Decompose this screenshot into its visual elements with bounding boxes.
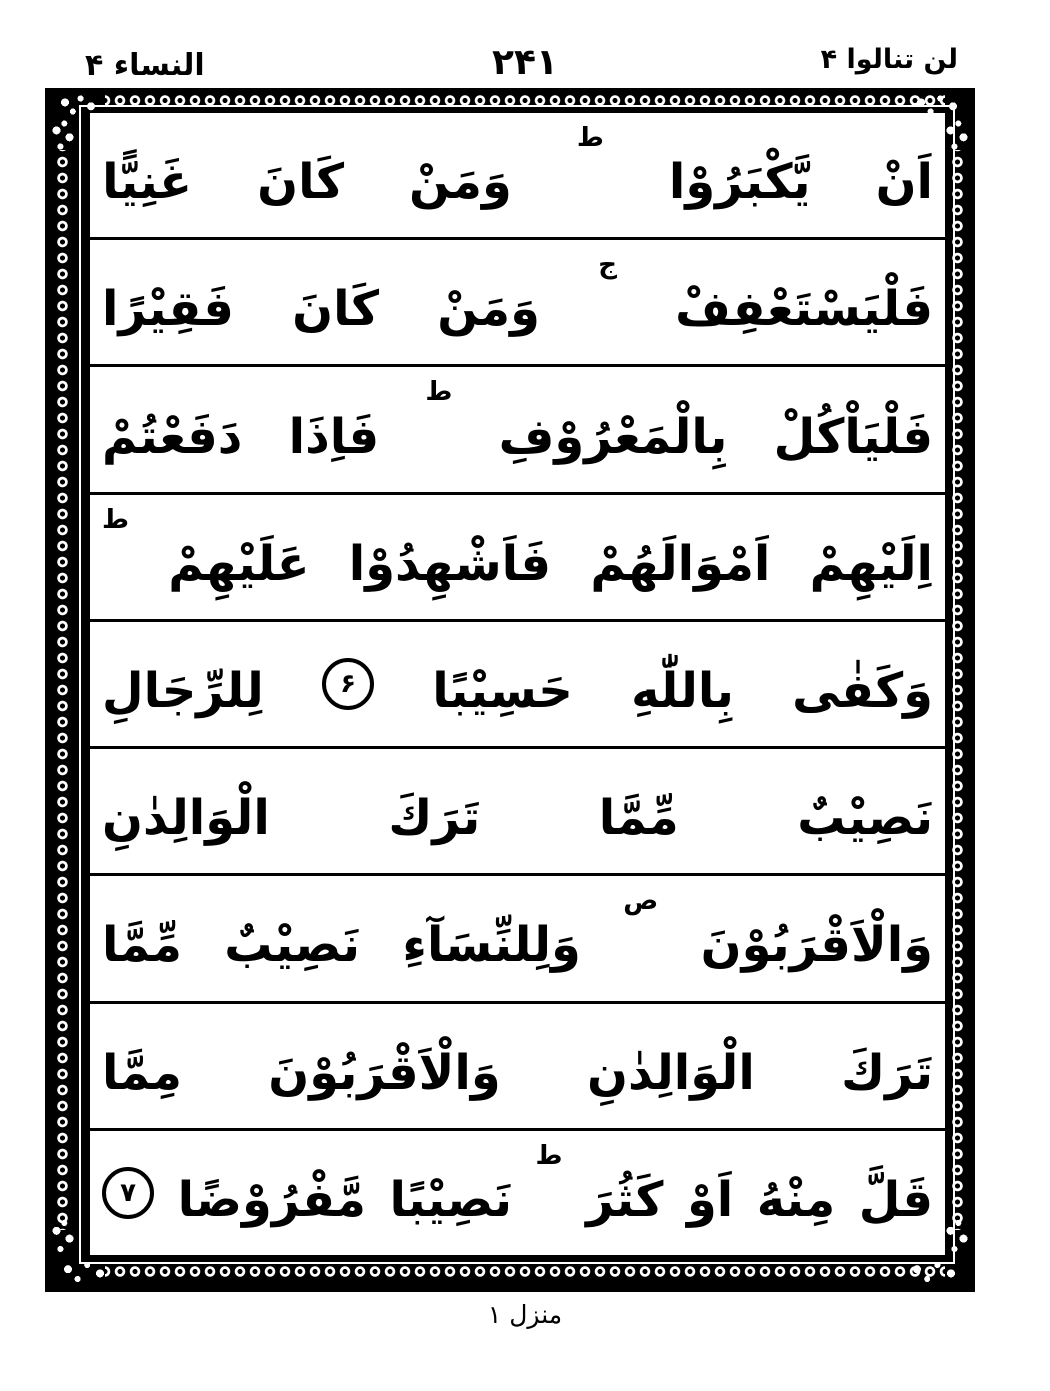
quran-word: غَنِيًّا [102, 154, 193, 211]
quran-word: اَوْ [686, 1171, 734, 1228]
quran-word: دَفَعْتُمْ [102, 408, 243, 465]
quran-word: قَلَّ [858, 1171, 933, 1228]
ornamental-border-frame [45, 88, 975, 1292]
quran-word: كَثُرَ [586, 1171, 664, 1228]
quran-word: كَانَ [257, 154, 344, 211]
quran-word: مِنْهُ [756, 1171, 836, 1228]
quran-text-line [90, 240, 945, 367]
quran-word: تَرَكَ [841, 1044, 933, 1101]
quran-text-line [90, 622, 945, 749]
quran-word: نَصِيْبًا [389, 1171, 513, 1228]
quran-text-line [90, 367, 945, 494]
quran-word: وَمَنْ [409, 154, 512, 211]
quran-text-line [90, 876, 945, 1003]
quran-word: الْوَالِدٰنِ [587, 1044, 755, 1101]
quran-word: اِلَيْهِمْ [809, 535, 933, 592]
quran-word: وَكَفٰى [792, 662, 933, 719]
quran-word: الْوَالِدٰنِ [102, 790, 270, 847]
surah-name-label: النساء ۴ [85, 48, 205, 83]
quran-text-block [90, 113, 945, 1255]
quran-word: فَاَشْهِدُوْا [348, 535, 552, 592]
quran-word: وَالْاَقْرَبُوْنَ [700, 917, 933, 974]
quran-word: كَانَ [292, 281, 380, 338]
quran-word: وَلِلنِّسَآءِ [402, 917, 581, 974]
quran-word: مِّمَّا [102, 917, 182, 974]
quran-word: مِّمَّا [598, 790, 679, 847]
pause-mark: ط [102, 504, 130, 535]
quran-word: وَمَنْ [437, 281, 540, 338]
quran-word: حَسِيْبًا [432, 662, 573, 719]
quran-text-line [90, 1131, 945, 1255]
manzil-label: منزل ١ [487, 1300, 563, 1329]
quran-word: بِالْمَعْرُوْفِ [498, 408, 728, 465]
quran-word: فَلْيَاْكُلْ [773, 408, 933, 465]
quran-word: فَاِذَا [288, 408, 380, 465]
quran-text-line [90, 1004, 945, 1131]
page-number: ۲۴۱ [492, 42, 558, 83]
quran-text-line [90, 749, 945, 876]
ayah-number-marker: ۶ [322, 658, 374, 710]
quran-word: نَصِيْبٌ [224, 917, 361, 974]
quran-word: فَلْيَسْتَعْفِفْ [675, 281, 933, 338]
quran-word: لِلرِّجَالِ [102, 662, 264, 719]
quran-word: عَلَيْهِمْ [168, 535, 310, 592]
pause-mark: ج [598, 250, 617, 281]
ayah-number-marker: ۷ [102, 1167, 154, 1219]
quran-word: يَّكْبَرُوْا [668, 154, 811, 211]
pause-mark: ط [535, 1140, 563, 1171]
quran-word: وَالْاَقْرَبُوْنَ [268, 1044, 501, 1101]
juz-name-label: لن تنالوا ۴ [820, 44, 958, 75]
quran-word: تَرَكَ [388, 790, 481, 847]
pause-mark: ط [576, 123, 604, 153]
quran-text-line [90, 495, 945, 622]
quran-word: فَقِيْرًا [102, 281, 234, 338]
quran-word: مِمَّا [102, 1044, 182, 1101]
pause-mark: ص [623, 886, 659, 917]
quran-word: مَّفْرُوْضًا [177, 1171, 366, 1228]
pause-mark: ط [425, 377, 453, 408]
quran-word: اَمْوَالَهُمْ [590, 535, 771, 592]
quran-word: اَنْ [875, 154, 933, 211]
quran-word: بِاللّٰهِ [631, 662, 734, 719]
quran-word: نَصِيْبٌ [797, 790, 933, 847]
quran-text-line [90, 113, 945, 240]
